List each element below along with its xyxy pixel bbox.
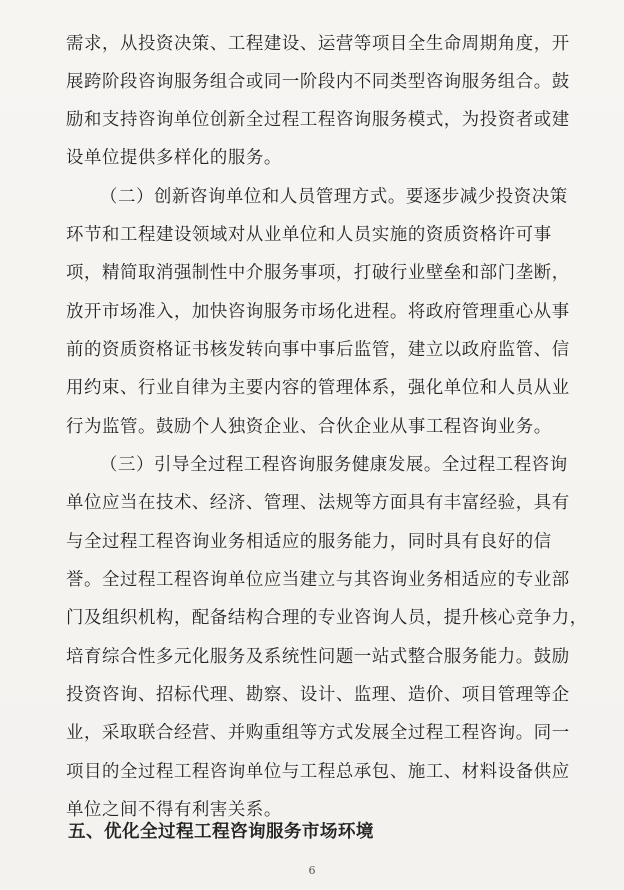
text-line: （二）创新咨询单位和人员管理方式。要逐步减少投资决策 <box>100 187 568 207</box>
text-line: 励和支持咨询单位创新全过程工程咨询服务模式，为投资者或建 <box>66 110 570 130</box>
text-line: 前的资质资格证书核发转向事中事后监管，建立以政府监管、信 <box>66 340 570 360</box>
text-line: 投资咨询、招标代理、勘察、设计、监理、造价、项目管理等企 <box>66 685 570 705</box>
text-line: 项，精简取消强制性中介服务事项，打破行业壁垒和部门垄断， <box>66 263 570 283</box>
text-line: 展跨阶段咨询服务组合或同一阶段内不同类型咨询服务组合。鼓 <box>66 72 570 92</box>
text-line: 环节和工程建设领域对从业单位和人员实施的资质资格许可事 <box>66 225 552 245</box>
text-line: 培育综合性多元化服务及系统性问题一站式整合服务能力。鼓励 <box>66 647 570 667</box>
text-line: 放开市场准入，加快咨询服务市场化进程。将政府管理重心从事 <box>66 302 570 322</box>
text-line: 单位应当在技术、经济、管理、法规等方面具有丰富经验，具有 <box>66 493 570 513</box>
text-line: 用约束、行业自律为主要内容的管理体系，强化单位和人员从业 <box>66 378 570 398</box>
text-line: 门及组织机构，配备结构合理的专业咨询人员，提升核心竞争力， <box>66 608 588 628</box>
text-line: 单位之间不得有利害关系。 <box>66 800 282 820</box>
section-heading: 五、优化全过程工程咨询服务市场环境 <box>68 821 374 842</box>
text-line: 与全过程工程咨询业务相适应的服务能力，同时具有良好的信 <box>66 532 552 552</box>
text-line: 业，采取联合经营、并购重组等方式发展全过程工程咨询。同一 <box>66 723 570 743</box>
text-line: 誉。全过程工程咨询单位应当建立与其咨询业务相适应的专业部 <box>66 570 570 590</box>
page-number: 6 <box>308 864 316 877</box>
text-line: 项目的全过程工程咨询单位与工程总承包、施工、材料设备供应 <box>66 762 570 782</box>
text-line: 设单位提供多样化的服务。 <box>66 148 282 168</box>
text-line: （三）引导全过程工程咨询服务健康发展。全过程工程咨询 <box>100 455 568 475</box>
text-line: 行为监管。鼓励个人独资企业、合伙企业从事工程咨询业务。 <box>66 417 552 437</box>
text-line: 需求，从投资决策、工程建设、运营等项目全生命周期角度，开 <box>66 34 570 54</box>
